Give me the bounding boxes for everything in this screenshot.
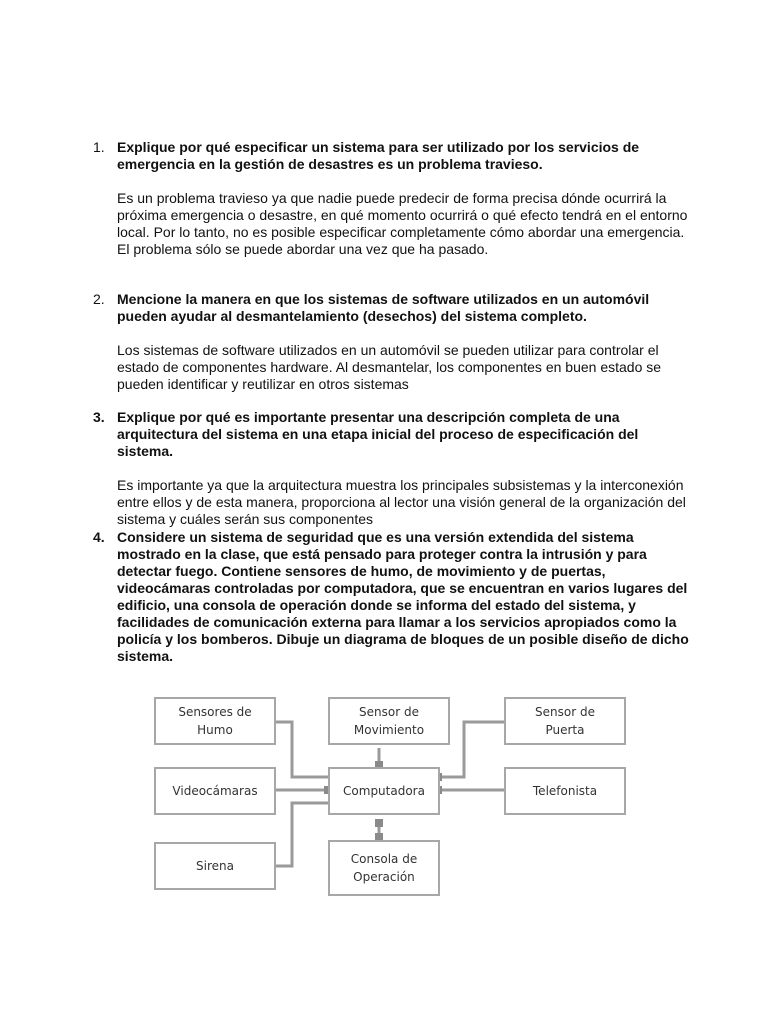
- node-sensor-de-movimiento: Sensor de Movimiento: [328, 697, 450, 745]
- question-number: 4.: [93, 529, 105, 545]
- question-text: Considere un sistema de seguridad que es una versión extendida del sistema mostrado en la clase, que está pensado para proteger contra la intrusión y para detectar fuego. Contiene sensores de humo, de movimiento y de puertas, videocámaras controladas por computadora, que se encuentran en varios lugares del edificio, una consola de operación donde se informa del estado del sistema, y facilidades de comunicación externa para llamar a los servicios apropiados como la policía y los bomberos. Dibuje un diagrama de bloques de un posible diseño de dicho sistema.: [117, 529, 689, 664]
- question-number: 3.: [93, 409, 105, 425]
- node-computadora: Computadora: [328, 767, 440, 815]
- node-consola-de-operacion: Consola de Operación: [328, 840, 440, 896]
- node-sensor-de-puerta: Sensor de Puerta: [504, 697, 626, 745]
- node-videocamaras: Videocámaras: [154, 767, 276, 815]
- node-telefonista: Telefonista: [504, 767, 626, 815]
- question-text: Mencione la manera en que los sistemas de software utilizados en un automóvil pueden ayudar al desmantelamiento (desechos) del sistema completo.: [117, 291, 650, 324]
- node-sensores-de-humo: Sensores de Humo: [154, 697, 276, 745]
- connector-humo-computadora: [276, 722, 332, 777]
- question-text: Explique por qué es importante presentar una descripción completa de una arquitectura del sistema en una etapa inicial del proceso de especificación del sistema.: [117, 409, 639, 459]
- answer-text: Es importante ya que la arquitectura muestra los principales subsistemas y la interconexión entre ellos y de esta manera, proporciona al lector una visión general de la organización del sistema y cuáles serán sus componentes: [117, 477, 686, 527]
- connector-sirena-computadora: [276, 803, 332, 866]
- question-2: [93, 291, 693, 393]
- question-number: 2.: [93, 291, 105, 307]
- answer-text: Es un problema travieso ya que nadie puede predecir de forma precisa dónde ocurrirá la próxima emergencia o desastre, en qué momento ocurrirá o qué efecto tendrá en el entorno local. Por lo tanto, no es posible especificar completamente cómo abordar una emergencia. El problema sólo se puede abordar una vez que ha pasado.: [117, 190, 688, 257]
- block-diagram: [140, 685, 640, 920]
- question-number: 1.: [93, 139, 105, 155]
- answer-text: Los sistemas de software utilizados en un automóvil se pueden utilizar para controlar el estado de componentes hardware. Al desmantelar, los componentes en buen estado se pueden identificar y reutilizar en otros sistemas: [117, 342, 662, 392]
- question-3: [93, 409, 693, 528]
- question-1: [93, 139, 693, 258]
- arrowhead: [375, 819, 383, 827]
- node-sirena: Sirena: [154, 842, 276, 890]
- question-text: Explique por qué especificar un sistema para ser utilizado por los servicios de emergencia en la gestión de desastres es un problema travieso.: [117, 139, 640, 172]
- question-4: [93, 529, 693, 665]
